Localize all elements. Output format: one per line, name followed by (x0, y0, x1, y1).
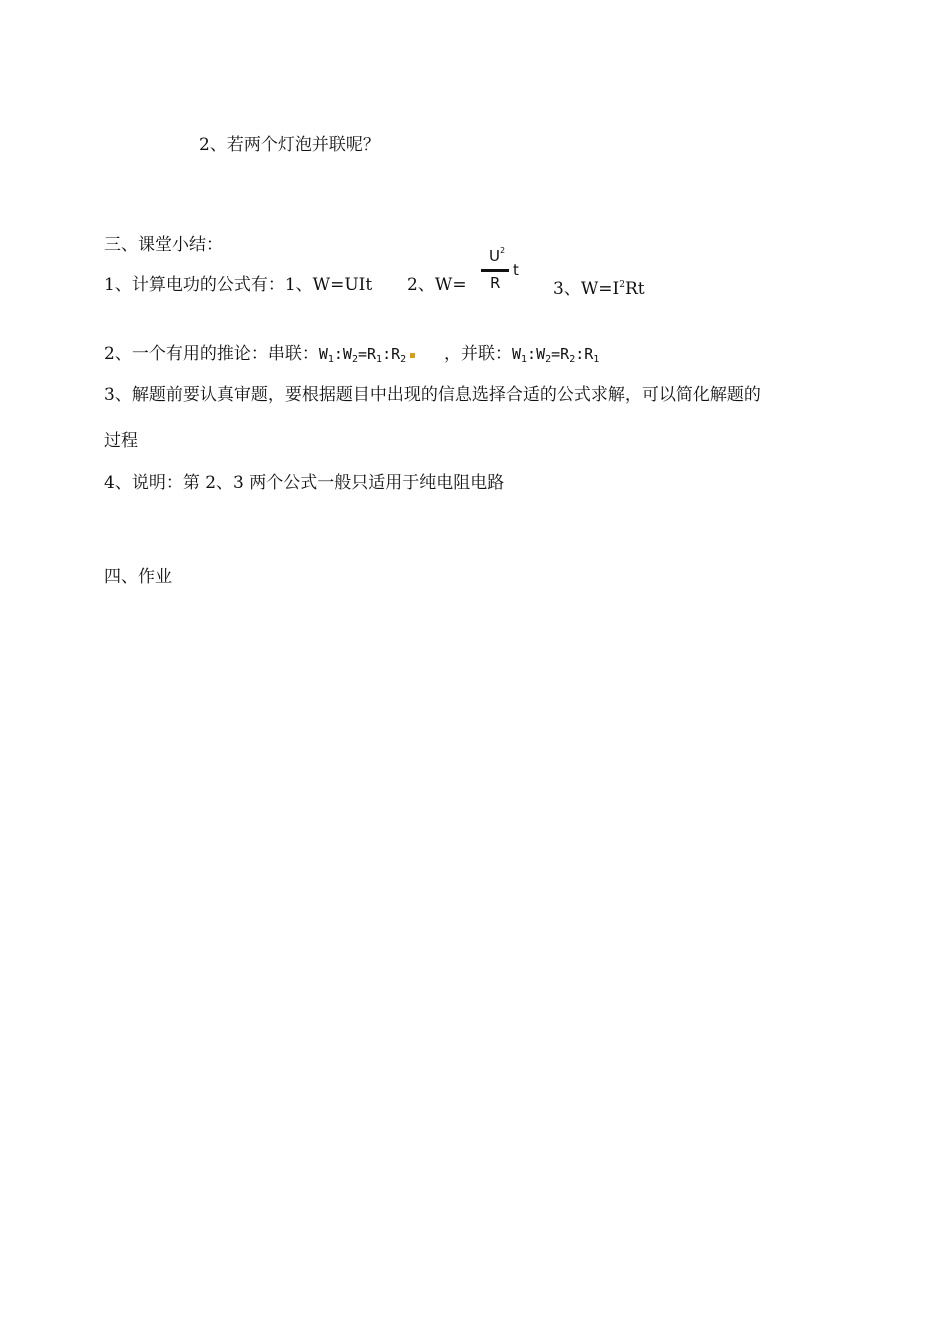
summary-heading: 三、课堂小结： (104, 235, 223, 255)
question-parallel-bulbs: 2、若两个灯泡并联呢？ (199, 135, 380, 155)
fraction-time-variable: t (513, 261, 519, 279)
formula-line (104, 274, 467, 296)
parallel-label: ，并联： (443, 344, 512, 364)
inference-lead: 2、一个有用的推论：串联： (104, 344, 319, 364)
fraction-denominator: R (490, 274, 501, 292)
problem-solving-tip: 3、解题前要认真审题，要根据题目中出现的信息选择合适的公式求解，可以简化解题的 (104, 385, 761, 405)
fraction-u2-over-r (481, 246, 553, 296)
series-ratio: $W_1:W_2=R_1:R_2$ (318, 345, 407, 365)
inference-line (104, 343, 599, 371)
formula-note: 4、说明：第 2、3 两个公式一般只适用于纯电阻电路 (104, 473, 505, 493)
formula-2-prefix: 2、W= (407, 275, 467, 295)
highlight-dot (410, 353, 415, 358)
homework-heading: 四、作业 (104, 567, 172, 587)
fraction-bar (481, 269, 509, 272)
problem-solving-tip-cont: 过程 (104, 431, 138, 451)
formula-1-text: 1、计算电功的公式有：1、W=UIt (104, 275, 373, 295)
parallel-ratio: $W_1:W_2=R_2:R_1$ (511, 345, 600, 365)
fraction-numerator: $U^2$ (489, 246, 506, 265)
formula-3: 3、$W=I^2Rt$ (553, 279, 645, 299)
